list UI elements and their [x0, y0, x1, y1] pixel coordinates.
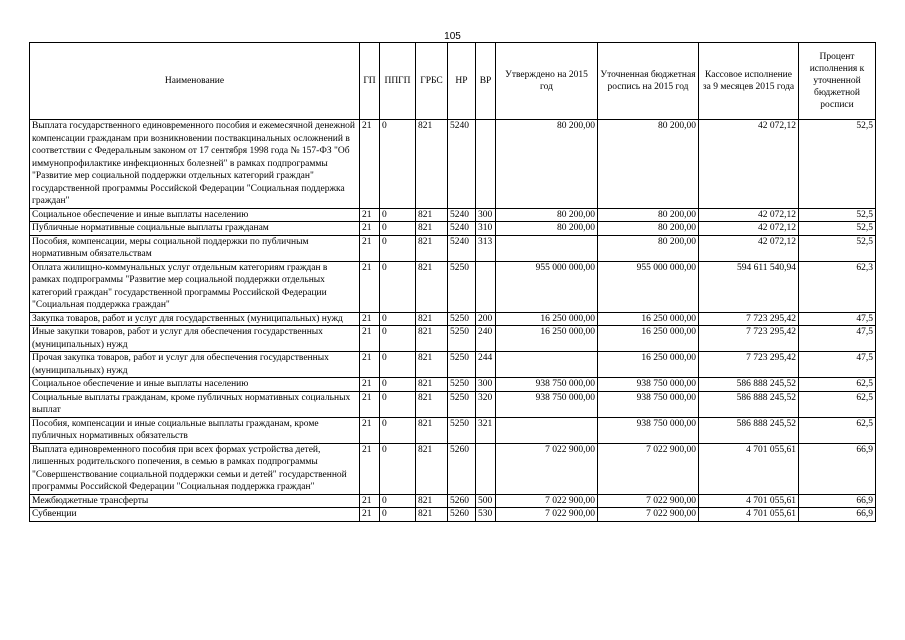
cell-percent: 52,5	[799, 120, 876, 209]
cell-cash: 42 072,12	[699, 222, 799, 236]
cell-cash: 7 723 295,42	[699, 352, 799, 378]
cell-np: 5250	[448, 312, 476, 326]
cell-grbs: 821	[416, 120, 448, 209]
cell-ppgp: 0	[380, 352, 416, 378]
cell-name: Социальные выплаты гражданам, кроме публичных нормативных социальных выплат	[30, 391, 360, 417]
cell-ppgp: 0	[380, 508, 416, 522]
cell-approved	[496, 352, 598, 378]
header-ppgp: ППГП	[380, 43, 416, 120]
cell-cash: 7 723 295,42	[699, 326, 799, 352]
header-percent: Процент исполнения к уточненной бюджетной росписи	[799, 43, 876, 120]
cell-revised: 955 000 000,00	[598, 261, 699, 312]
cell-grbs: 821	[416, 417, 448, 443]
table-row	[30, 494, 876, 508]
cell-revised: 938 750 000,00	[598, 378, 699, 392]
cell-grbs: 821	[416, 352, 448, 378]
cell-vr: 300	[476, 378, 496, 392]
table-row	[30, 508, 876, 522]
cell-ppgp: 0	[380, 120, 416, 209]
cell-ppgp: 0	[380, 235, 416, 261]
cell-ppgp: 0	[380, 312, 416, 326]
cell-cash: 586 888 245,52	[699, 417, 799, 443]
cell-percent: 52,5	[799, 222, 876, 236]
cell-cash: 42 072,12	[699, 208, 799, 222]
header-revised: Уточненная бюджетная роспись на 2015 год	[598, 43, 699, 120]
cell-revised: 7 022 900,00	[598, 443, 699, 494]
cell-ppgp: 0	[380, 326, 416, 352]
cell-approved: 955 000 000,00	[496, 261, 598, 312]
cell-ppgp: 0	[380, 417, 416, 443]
cell-grbs: 821	[416, 494, 448, 508]
table-row	[30, 261, 876, 312]
cell-name: Публичные нормативные социальные выплаты гражданам	[30, 222, 360, 236]
cell-gp: 21	[360, 326, 380, 352]
page-number: 105	[444, 31, 461, 42]
cell-revised: 7 022 900,00	[598, 494, 699, 508]
cell-vr: 200	[476, 312, 496, 326]
cell-np: 5250	[448, 352, 476, 378]
cell-name: Прочая закупка товаров, работ и услуг для обеспечения государственных (муниципальных) нужд	[30, 352, 360, 378]
cell-revised: 16 250 000,00	[598, 312, 699, 326]
cell-np: 5240	[448, 120, 476, 209]
cell-approved	[496, 417, 598, 443]
cell-vr: 500	[476, 494, 496, 508]
table-row	[30, 120, 876, 209]
cell-revised: 80 200,00	[598, 208, 699, 222]
cell-vr: 300	[476, 208, 496, 222]
table-row	[30, 378, 876, 392]
cell-grbs: 821	[416, 208, 448, 222]
cell-cash: 4 701 055,61	[699, 508, 799, 522]
cell-ppgp: 0	[380, 378, 416, 392]
cell-name: Межбюджетные трансферты	[30, 494, 360, 508]
cell-name: Закупка товаров, работ и услуг для государственных (муниципальных) нужд	[30, 312, 360, 326]
cell-np: 5240	[448, 222, 476, 236]
cell-ppgp: 0	[380, 208, 416, 222]
cell-grbs: 821	[416, 326, 448, 352]
cell-np: 5260	[448, 443, 476, 494]
cell-vr: 244	[476, 352, 496, 378]
cell-name: Пособия, компенсации, меры социальной поддержки по публичным нормативным обязательствам	[30, 235, 360, 261]
cell-np: 5260	[448, 494, 476, 508]
cell-approved: 80 200,00	[496, 222, 598, 236]
header-gp: ГП	[360, 43, 380, 120]
cell-percent: 52,5	[799, 235, 876, 261]
header-vr: ВР	[476, 43, 496, 120]
header-cash: Кассовое исполнение за 9 месяцев 2015 года	[699, 43, 799, 120]
cell-cash: 4 701 055,61	[699, 443, 799, 494]
cell-gp: 21	[360, 417, 380, 443]
cell-percent: 47,5	[799, 312, 876, 326]
cell-np: 5250	[448, 261, 476, 312]
cell-cash: 42 072,12	[699, 120, 799, 209]
cell-revised: 938 750 000,00	[598, 417, 699, 443]
cell-approved: 16 250 000,00	[496, 326, 598, 352]
cell-approved: 80 200,00	[496, 120, 598, 209]
table-row	[30, 222, 876, 236]
table-row	[30, 352, 876, 378]
cell-cash: 42 072,12	[699, 235, 799, 261]
table-row	[30, 312, 876, 326]
cell-percent: 47,5	[799, 352, 876, 378]
cell-vr	[476, 261, 496, 312]
cell-ppgp: 0	[380, 494, 416, 508]
cell-percent: 62,5	[799, 391, 876, 417]
cell-gp: 21	[360, 235, 380, 261]
table-row	[30, 235, 876, 261]
cell-name: Выплата государственного единовременного пособия и ежемесячной денежной компенсации гражданам при возникновении поствакцинальных осложнений в соответствии с Федеральным законом от 17 сентября 1998 года № 157-ФЗ "Об иммунопрофилактике инфекционных болезней" в рамках подпрограммы "Развитие мер социальной поддержки отдельных категорий граждан" государственной программы Российской Федерации "Социальная поддержка граждан"	[30, 120, 360, 209]
cell-name: Иные закупки товаров, работ и услуг для обеспечения государственных (муниципальных) нужд	[30, 326, 360, 352]
cell-grbs: 821	[416, 235, 448, 261]
table-row	[30, 443, 876, 494]
cell-approved: 7 022 900,00	[496, 494, 598, 508]
header-approved: Утверждено на 2015 год	[496, 43, 598, 120]
cell-gp: 21	[360, 261, 380, 312]
cell-percent: 62,3	[799, 261, 876, 312]
cell-cash: 586 888 245,52	[699, 378, 799, 392]
table-body	[30, 120, 876, 522]
cell-grbs: 821	[416, 508, 448, 522]
cell-np: 5260	[448, 508, 476, 522]
cell-vr: 313	[476, 235, 496, 261]
cell-percent: 66,9	[799, 443, 876, 494]
cell-vr: 310	[476, 222, 496, 236]
table-row	[30, 326, 876, 352]
cell-approved: 7 022 900,00	[496, 443, 598, 494]
cell-grbs: 821	[416, 222, 448, 236]
cell-gp: 21	[360, 222, 380, 236]
cell-gp: 21	[360, 352, 380, 378]
cell-percent: 47,5	[799, 326, 876, 352]
cell-revised: 938 750 000,00	[598, 391, 699, 417]
cell-np: 5250	[448, 326, 476, 352]
cell-revised: 80 200,00	[598, 235, 699, 261]
cell-name: Социальное обеспечение и иные выплаты населению	[30, 378, 360, 392]
cell-grbs: 821	[416, 261, 448, 312]
cell-vr: 240	[476, 326, 496, 352]
cell-vr	[476, 443, 496, 494]
cell-cash: 7 723 295,42	[699, 312, 799, 326]
cell-gp: 21	[360, 208, 380, 222]
cell-vr: 321	[476, 417, 496, 443]
table-row	[30, 208, 876, 222]
cell-percent: 66,9	[799, 494, 876, 508]
cell-name: Оплата жилищно-коммунальных услуг отдельным категориям граждан в рамках подпрограммы "Развитие мер социальной поддержки отдельных категорий граждан" государственной программы Российской Федерации "Социальная поддержка граждан"	[30, 261, 360, 312]
cell-revised: 16 250 000,00	[598, 326, 699, 352]
cell-gp: 21	[360, 494, 380, 508]
cell-cash: 594 611 540,94	[699, 261, 799, 312]
cell-np: 5250	[448, 378, 476, 392]
cell-ppgp: 0	[380, 261, 416, 312]
cell-gp: 21	[360, 391, 380, 417]
table-row	[30, 417, 876, 443]
cell-vr: 320	[476, 391, 496, 417]
cell-np: 5240	[448, 208, 476, 222]
cell-name: Субвенции	[30, 508, 360, 522]
budget-table	[29, 42, 876, 522]
cell-ppgp: 0	[380, 443, 416, 494]
cell-grbs: 821	[416, 312, 448, 326]
table-header-row	[30, 43, 876, 120]
cell-percent: 62,5	[799, 378, 876, 392]
cell-vr	[476, 120, 496, 209]
cell-cash: 586 888 245,52	[699, 391, 799, 417]
cell-approved	[496, 235, 598, 261]
cell-ppgp: 0	[380, 222, 416, 236]
cell-np: 5240	[448, 235, 476, 261]
cell-approved: 7 022 900,00	[496, 508, 598, 522]
cell-vr: 530	[476, 508, 496, 522]
cell-percent: 52,5	[799, 208, 876, 222]
cell-name: Пособия, компенсации и иные социальные выплаты гражданам, кроме публичных нормативных обязательств	[30, 417, 360, 443]
cell-percent: 66,9	[799, 508, 876, 522]
cell-revised: 80 200,00	[598, 222, 699, 236]
cell-percent: 62,5	[799, 417, 876, 443]
cell-grbs: 821	[416, 443, 448, 494]
header-np: НР	[448, 43, 476, 120]
cell-revised: 16 250 000,00	[598, 352, 699, 378]
cell-gp: 21	[360, 312, 380, 326]
cell-gp: 21	[360, 443, 380, 494]
header-grbs: ГРБС	[416, 43, 448, 120]
cell-revised: 7 022 900,00	[598, 508, 699, 522]
cell-revised: 80 200,00	[598, 120, 699, 209]
cell-grbs: 821	[416, 378, 448, 392]
cell-np: 5250	[448, 391, 476, 417]
cell-approved: 938 750 000,00	[496, 391, 598, 417]
cell-approved: 80 200,00	[496, 208, 598, 222]
cell-approved: 938 750 000,00	[496, 378, 598, 392]
cell-name: Выплата единовременного пособия при всех формах устройства детей, лишенных родительского попечения, в семью в рамках подпрограммы "Совершенствование социальной поддержки семьи и детей" государственной программы Российской Федерации "Социальная поддержка граждан"	[30, 443, 360, 494]
cell-grbs: 821	[416, 391, 448, 417]
cell-gp: 21	[360, 120, 380, 209]
cell-cash: 4 701 055,61	[699, 494, 799, 508]
cell-name: Социальное обеспечение и иные выплаты населению	[30, 208, 360, 222]
header-name: Наименование	[30, 43, 360, 120]
cell-gp: 21	[360, 508, 380, 522]
cell-gp: 21	[360, 378, 380, 392]
cell-np: 5250	[448, 417, 476, 443]
cell-ppgp: 0	[380, 391, 416, 417]
table-row	[30, 391, 876, 417]
cell-approved: 16 250 000,00	[496, 312, 598, 326]
